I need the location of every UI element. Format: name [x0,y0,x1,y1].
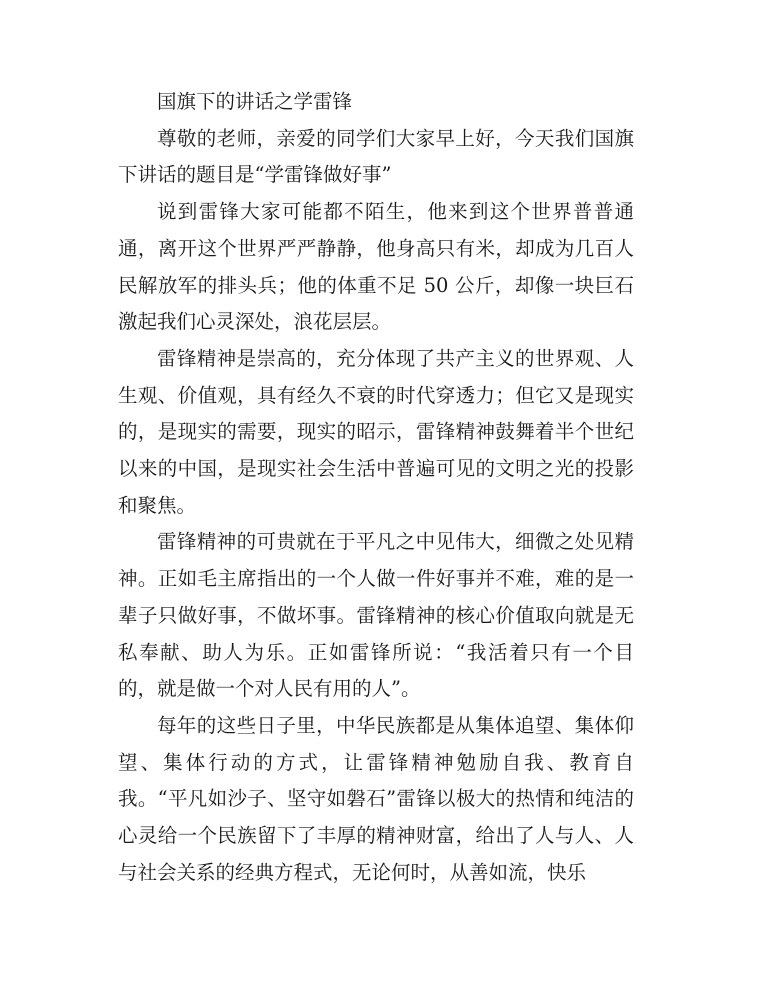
document-body [118,84,634,891]
paragraph-greeting: 尊敬的老师，亲爱的同学们大家早上好，今天我们国旗下讲话的题目是“学雷锋做好事” [118,126,634,187]
paragraph-national-tradition: 每年的这些日子里，中华民族都是从集体追望、集体仰望、集体行动的方式，让雷锋精神勉励自我、教育自我。“平凡如沙子、坚守如磐石”雷锋以极大的热情和纯洁的心灵给一个民族留下了丰厚的精神财富，给出了人与人、人与社会关系的经典方程式，无论何时，从善如流，快乐 [118,713,634,884]
paragraph-introduction: 说到雷锋大家可能都不陌生，他来到这个世界普普通通，离开这个世界严严静静，他身高只有米，却成为几百人民解放军的排头兵；他的体重不足 50 公斤，却像一块巨石激起我们心灵深处，浪花层层。 [118,200,634,334]
paragraph-spirit-value: 雷锋精神的可贵就在于平凡之中见伟大，细微之处见精神。正如毛主席指出的一个人做一件好事并不难，难的是一辈子只做好事，不做坏事。雷锋精神的核心价值取向就是无私奉献、助人为乐。正如雷锋所说：“我活着只有一个目的，就是做一个对人民有用的人”。 [118,530,634,701]
speech-title: 国旗下的讲话之学雷锋 [157,90,353,113]
paragraph-spirit-noble: 雷锋精神是崇高的，充分体现了共产主义的世界观、人生观、价值观，具有经久不衰的时代穿透力；但它又是现实的，是现实的需要，现实的昭示，雷锋精神鼓舞着半个世纪以来的中国，是现实社会生活中普遍可见的文明之光的投影和聚焦。 [118,346,634,517]
